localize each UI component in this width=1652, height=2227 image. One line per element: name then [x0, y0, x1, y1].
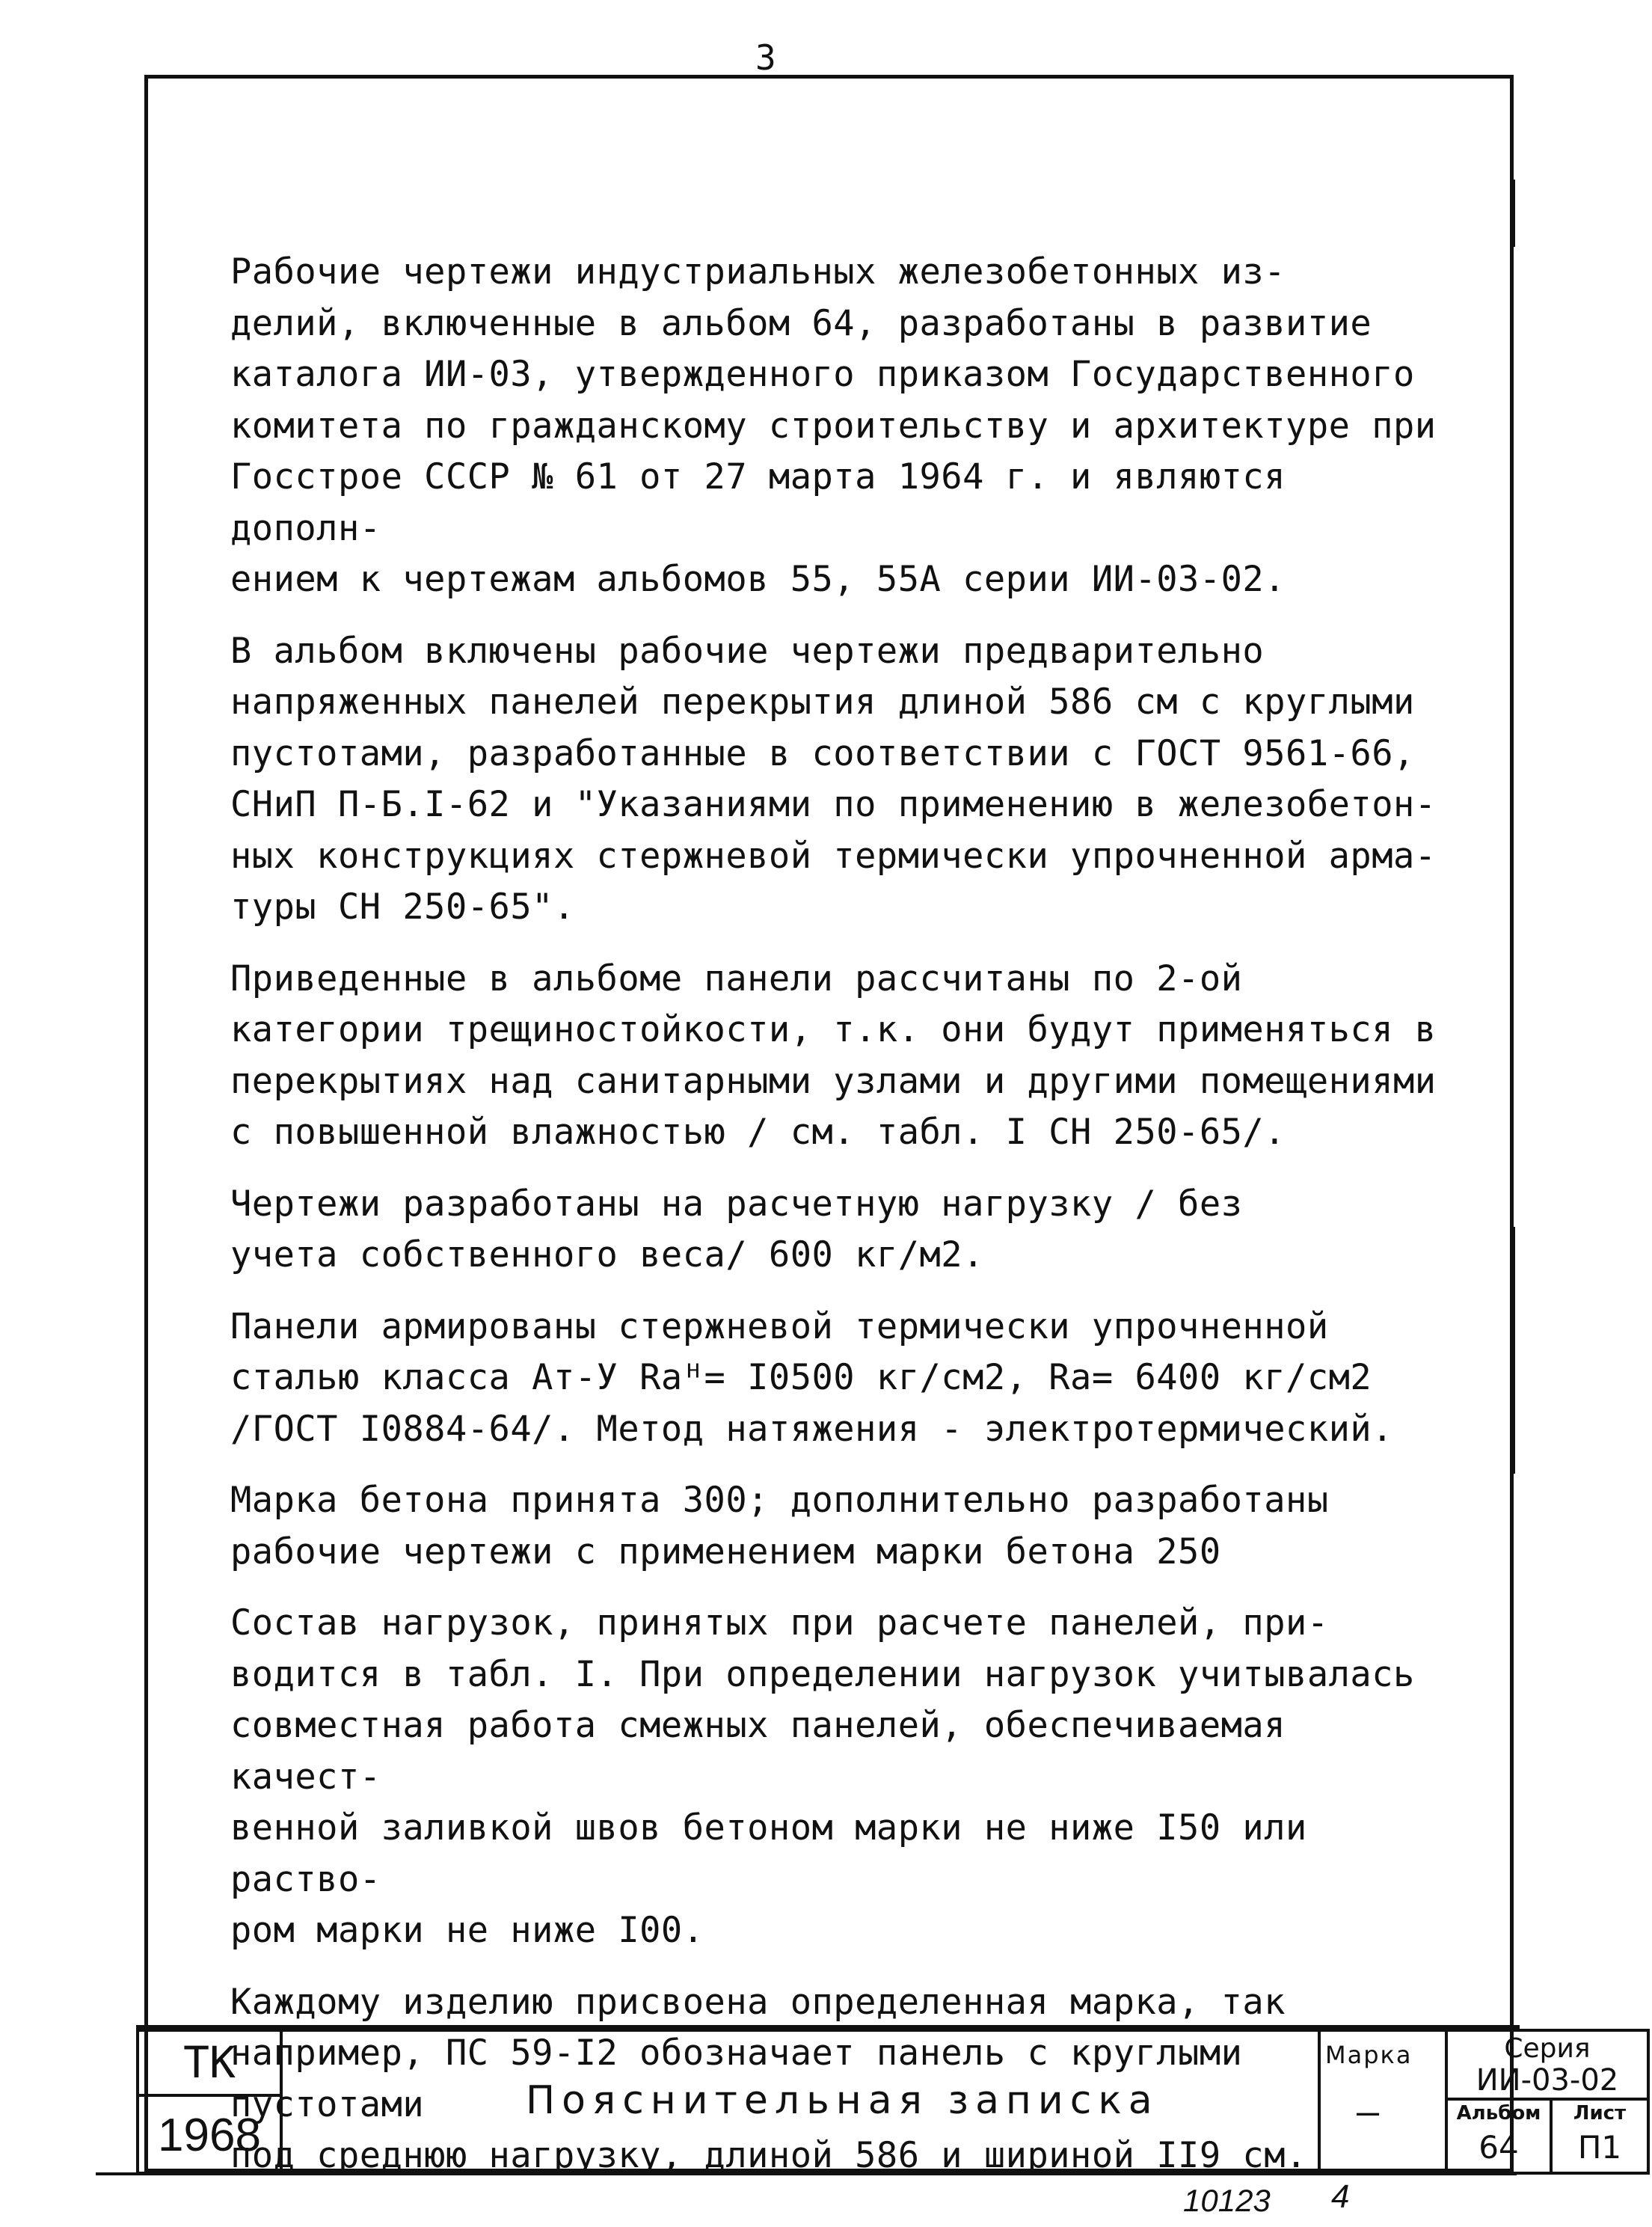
- sheet-label: Лист: [1573, 2102, 1627, 2125]
- marka-value: —: [1357, 2090, 1380, 2133]
- paragraph-crack-resistance: Приведенные в альбоме панели рассчитаны по 2-ой категории трещиностойкости, т.к. они будут применяться в перекрытиях над санитарными узлами и другими помещениями с повышенной влажностью / см. табл. I СН 250-65/.: [230, 958, 1437, 1153]
- paragraph-concrete-grade: Марка бетона принята 300; дополнительно разработаны рабочие чертежи с применением марки бетона 250: [230, 1480, 1329, 1572]
- album-value: 64: [1478, 2129, 1519, 2166]
- page-number: 3: [755, 37, 776, 78]
- series-value: ИИ-03-02: [1476, 2063, 1619, 2098]
- document-title-cell: [283, 2029, 1321, 2175]
- series-cell: [1448, 2029, 1650, 2101]
- title-block: [136, 2025, 1627, 2175]
- document-title: Пояснительная записка: [526, 2078, 1159, 2123]
- bottom-rule: [96, 2172, 1517, 2175]
- paragraph-reinforcement: Панели армированы стержневой термически упрочненной сталью класса Ат-У Rаᴴ= I0500 кг/см2, Rа= 6400 кг/см2 /ГОСТ I0884-64/. Метод натяжения - электротермический.: [230, 1305, 1394, 1450]
- album-label: Альбом: [1456, 2102, 1541, 2125]
- marka-cell: [1321, 2029, 1448, 2175]
- inventory-number: 10123: [1183, 2183, 1271, 2218]
- org-cell: ТК: [136, 2029, 283, 2094]
- copy-mark: 4: [1331, 2178, 1350, 2215]
- right-edge-mark: [1511, 180, 1515, 247]
- album-cell: [1448, 2101, 1553, 2175]
- paragraph-marking: Каждому изделию присвоена определенная марка, так например, ПС 59-I2 обозначает панель с круглыми пустотами под среднюю нагрузку, длиной 586 и шириной II9 см.: [230, 1981, 1307, 2176]
- series-label: Серия: [1504, 2033, 1591, 2064]
- right-edge-mark-lower: [1511, 1227, 1515, 1474]
- sheet-cell: [1553, 2101, 1650, 2175]
- paragraph-load: Чертежи разработаны на расчетную нагрузку / без учета собственного веса/ 600 кг/м2.: [230, 1183, 1243, 1275]
- sheet-value: П1: [1577, 2129, 1622, 2166]
- paragraph-intro: Рабочие чертежи индустриальных железобетонных из- делий, включенные в альбом 64, разработаны в развитие каталога ИИ-03, утвержденного приказом Государственного комитета по гражданскому строительству и архитектуре при Госстрое СССР № 61 от 27 марта 1964 г. и являются дополн- ением к чертежам альбомов 55, 55А серии ИИ-03-02.: [230, 251, 1437, 600]
- marka-label: Марка: [1325, 2041, 1413, 2069]
- paragraph-load-composition: Состав нагрузок, принятых при расчете панелей, при- водится в табл. I. При определении нагрузок учитывалась совместная работа смежных панелей, обеспечиваемая качест- венной заливкой швов бетоном марки не ниже I50 или раство- ром марки не ниже I00.: [230, 1602, 1415, 1951]
- paragraph-scope: В альбом включены рабочие чертежи предварительно напряженных панелей перекрытия длиной 586 см с круглыми пустотами, разработанные в соответствии с ГОСТ 9561-66, СНиП П-Б.I-62 и "Указаниями по применению в железобетон- ных конструкциях стержневой термически упрочненной арма- туры СН 250-65".: [230, 630, 1437, 928]
- year-cell: 1968: [136, 2094, 283, 2175]
- explanatory-text: [230, 247, 1442, 2202]
